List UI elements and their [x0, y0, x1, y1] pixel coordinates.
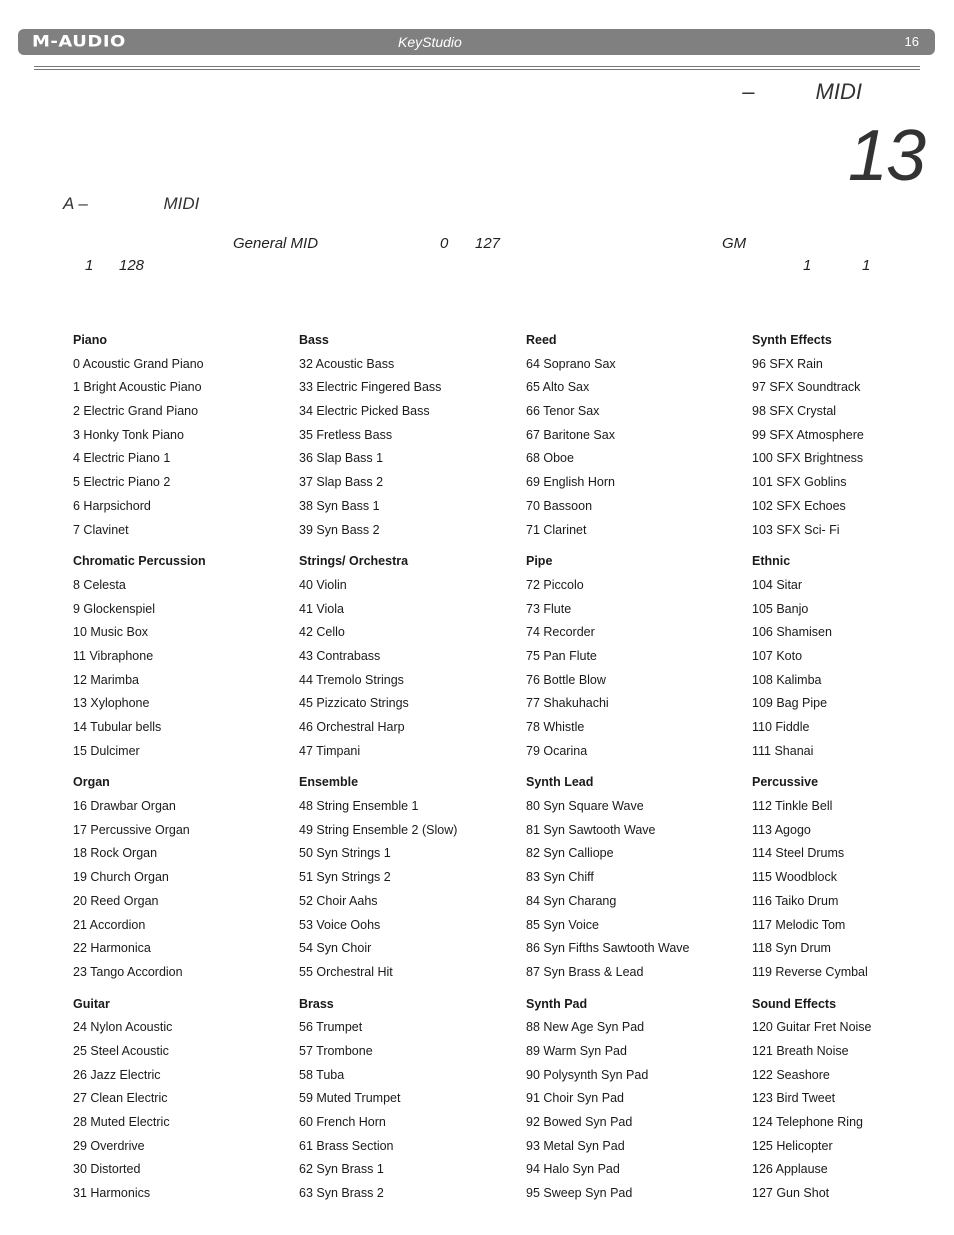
group-heading: Ethnic: [752, 554, 791, 569]
instrument-item: 14 Tubular bells: [73, 720, 162, 734]
header-rule-bottom: [34, 69, 920, 70]
instrument-group: [299, 772, 519, 985]
instrument-item: 10 Music Box: [73, 625, 149, 640]
instrument-column: [73, 330, 293, 1215]
instrument-item: 112 Tinkle Bell: [752, 799, 833, 814]
instrument-item: 102 SFX Echoes: [752, 498, 846, 513]
product-name: KeyStudio: [398, 34, 462, 50]
instrument-item: 48 String Ensemble 1: [299, 799, 419, 814]
instrument-item: 6 Harpsichord: [73, 498, 151, 513]
instrument-item: 75 Pan Flute: [526, 648, 597, 663]
instrument-item: 29 Overdrive: [73, 1138, 145, 1153]
instrument-item: 25 Steel Acoustic: [73, 1043, 169, 1058]
instrument-group: [73, 772, 293, 985]
instrument-item: 26 Jazz Electric: [73, 1067, 161, 1082]
instrument-item: 51 Syn Strings 2: [299, 870, 391, 885]
intro-fragment: General MID: [233, 235, 319, 252]
instrument-item: 7 Clavinet: [73, 522, 129, 537]
instrument-item: 127 Gun Shot: [752, 1186, 830, 1201]
instrument-item: 58 Tuba: [299, 1067, 345, 1082]
instrument-item: 21 Accordion: [73, 917, 146, 932]
instrument-item: 105 Banjo: [752, 601, 809, 616]
instrument-item: 49 String Ensemble 2 (Slow): [299, 822, 458, 837]
instrument-item: 96 SFX Rain: [752, 356, 823, 371]
instrument-item: 72 Piccolo: [526, 577, 584, 592]
instrument-item: 71 Clarinet: [526, 522, 587, 537]
instrument-item: 121 Breath Noise: [752, 1043, 849, 1058]
instrument-item: 9 Glockenspiel: [73, 601, 155, 616]
instrument-item: 90 Polysynth Syn Pad: [526, 1067, 649, 1082]
instrument-group: [73, 994, 293, 1207]
instrument-item: 113 Agogo: [752, 822, 811, 837]
instrument-item: 30 Distorted: [73, 1162, 141, 1177]
instrument-item: 8 Celesta: [73, 577, 126, 592]
instrument-item: 93 Metal Syn Pad: [526, 1138, 625, 1153]
instrument-item: 5 Electric Piano 2: [73, 475, 171, 490]
instrument-item: 54 Syn Choir: [299, 941, 372, 956]
instrument-item: 56 Trumpet: [299, 1020, 363, 1035]
instrument-item: 74 Recorder: [526, 625, 595, 640]
instrument-item: 19 Church Organ: [73, 870, 169, 885]
instrument-group: [526, 994, 746, 1207]
instrument-item: 59 Muted Trumpet: [299, 1091, 401, 1106]
instrument-group: [752, 330, 954, 543]
instrument-item: 117 Melodic Tom: [752, 917, 846, 932]
instrument-item: 23 Tango Accordion: [73, 964, 183, 979]
instrument-group: [526, 772, 746, 985]
instrument-item: 62 Syn Brass 1: [299, 1162, 384, 1177]
instrument-item: 84 Syn Charang: [526, 893, 617, 908]
instrument-item: 47 Timpani: [299, 743, 361, 758]
instrument-group: [73, 551, 293, 764]
group-heading: Chromatic Percussion: [73, 554, 206, 569]
group-heading: Pipe: [526, 554, 553, 569]
group-heading: Reed: [526, 333, 557, 347]
instrument-item: 46 Orchestral Harp: [299, 720, 405, 734]
instrument-item: 2 Electric Grand Piano: [73, 404, 199, 419]
instrument-item: 86 Syn Fifths Sawtooth Wave: [526, 941, 690, 956]
instrument-item: 4 Electric Piano 1: [73, 451, 171, 466]
appendix-title: A – MIDI: [63, 194, 200, 213]
instrument-item: 67 Baritone Sax: [526, 427, 615, 442]
instrument-item: 122 Seashore: [752, 1067, 830, 1082]
instrument-item: 24 Nylon Acoustic: [73, 1020, 173, 1035]
intro-fragment: 128: [119, 257, 145, 274]
instrument-item: 87 Syn Brass & Lead: [526, 964, 644, 979]
group-heading: Bass: [299, 333, 329, 347]
instrument-group: [526, 551, 746, 764]
instrument-item: 36 Slap Bass 1: [299, 451, 384, 466]
instrument-group: [752, 994, 954, 1207]
instrument-group: [299, 994, 519, 1207]
instrument-item: 95 Sweep Syn Pad: [526, 1186, 633, 1201]
instrument-column: [299, 330, 519, 1215]
instrument-item: 1 Bright Acoustic Piano: [73, 380, 202, 395]
instrument-item: 42 Cello: [299, 625, 345, 640]
section-title: – MIDI: [742, 79, 862, 104]
intro-fragment: 1: [803, 257, 812, 274]
instrument-item: 81 Syn Sawtooth Wave: [526, 822, 656, 837]
instrument-item: 35 Fretless Bass: [299, 427, 393, 442]
intro-fragment: 1: [862, 257, 871, 274]
instrument-item: 38 Syn Bass 1: [299, 498, 380, 513]
instrument-item: 107 Koto: [752, 648, 803, 663]
instrument-item: 94 Halo Syn Pad: [526, 1162, 620, 1177]
instrument-item: 37 Slap Bass 2: [299, 475, 384, 490]
instrument-item: 119 Reverse Cymbal: [752, 964, 868, 979]
instrument-item: 83 Syn Chiff: [526, 870, 594, 885]
instrument-item: 97 SFX Soundtrack: [752, 380, 861, 395]
instrument-item: 13 Xylophone: [73, 696, 150, 711]
instrument-item: 68 Oboe: [526, 451, 574, 466]
intro-fragment: 127: [475, 235, 501, 252]
instrument-item: 34 Electric Picked Bass: [299, 404, 430, 419]
group-heading: Synth Lead: [526, 775, 594, 790]
instrument-item: 0 Acoustic Grand Piano: [73, 356, 204, 371]
group-heading: Guitar: [73, 996, 110, 1011]
instrument-item: 15 Dulcimer: [73, 743, 140, 758]
instrument-item: 40 Violin: [299, 577, 347, 592]
header-bar: [18, 29, 935, 55]
instrument-item: 104 Sitar: [752, 577, 803, 592]
instrument-item: 50 Syn Strings 1: [299, 846, 391, 861]
instrument-item: 77 Shakuhachi: [526, 696, 609, 711]
instrument-item: 98 SFX Crystal: [752, 404, 837, 419]
instrument-item: 18 Rock Organ: [73, 846, 158, 861]
instrument-item: 114 Steel Drums: [752, 846, 845, 861]
intro-fragment: 0: [440, 235, 449, 252]
instrument-item: 106 Shamisen: [752, 625, 832, 640]
instrument-group: [299, 330, 519, 543]
group-heading: Synth Effects: [752, 333, 832, 347]
instrument-item: 64 Soprano Sax: [526, 356, 616, 371]
instrument-item: 33 Electric Fingered Bass: [299, 380, 442, 395]
instrument-item: 115 Woodblock: [752, 870, 838, 885]
instrument-column: [752, 330, 954, 1215]
instrument-item: 111 Shanai: [752, 743, 814, 758]
instrument-item: 65 Alto Sax: [526, 380, 590, 395]
instrument-item: 3 Honky Tonk Piano: [73, 427, 184, 442]
instrument-item: 125 Helicopter: [752, 1138, 833, 1153]
instrument-item: 12 Marimba: [73, 672, 139, 687]
instrument-item: 109 Bag Pipe: [752, 696, 828, 711]
instrument-group: [526, 330, 746, 543]
instrument-item: 110 Fiddle: [752, 720, 810, 734]
group-heading: Organ: [73, 775, 110, 790]
instrument-item: 82 Syn Calliope: [526, 846, 614, 861]
instrument-item: 44 Tremolo Strings: [299, 672, 404, 687]
instrument-item: 116 Taiko Drum: [752, 893, 839, 908]
page-number: 16: [904, 34, 919, 49]
instrument-item: 120 Guitar Fret Noise: [752, 1020, 872, 1035]
instrument-item: 69 English Horn: [526, 475, 615, 490]
instrument-item: 20 Reed Organ: [73, 893, 159, 908]
instrument-item: 63 Syn Brass 2: [299, 1186, 384, 1201]
instrument-item: 80 Syn Square Wave: [526, 799, 644, 814]
group-heading: Ensemble: [299, 775, 359, 790]
instrument-item: 43 Contrabass: [299, 648, 381, 663]
brand-logo: M-AUDIO: [32, 32, 126, 51]
instrument-item: 126 Applause: [752, 1162, 828, 1177]
instrument-group: [752, 551, 954, 764]
instrument-item: 101 SFX Goblins: [752, 475, 847, 490]
instrument-column: [526, 330, 746, 1215]
instrument-item: 103 SFX Sci- Fi: [752, 522, 840, 537]
chapter-number: 13: [847, 116, 924, 196]
instrument-group: [752, 772, 954, 985]
instrument-item: 11 Vibraphone: [73, 648, 154, 663]
group-heading: Percussive: [752, 775, 819, 790]
instrument-item: 70 Bassoon: [526, 498, 593, 513]
instrument-item: 16 Drawbar Organ: [73, 799, 176, 814]
instrument-item: 22 Harmonica: [73, 941, 151, 956]
instrument-item: 57 Trombone: [299, 1043, 373, 1058]
instrument-item: 79 Ocarina: [526, 743, 588, 758]
instrument-item: 118 Syn Drum: [752, 941, 831, 956]
instrument-item: 28 Muted Electric: [73, 1115, 170, 1129]
instrument-item: 91 Choir Syn Pad: [526, 1091, 624, 1106]
instrument-group: [299, 551, 519, 764]
instrument-item: 85 Syn Voice: [526, 917, 599, 932]
instrument-item: 53 Voice Oohs: [299, 917, 381, 932]
instrument-item: 55 Orchestral Hit: [299, 964, 393, 979]
header-rule-top: [34, 66, 920, 67]
intro-fragment: 1: [85, 257, 94, 274]
instrument-item: 78 Whistle: [526, 720, 585, 734]
group-heading: Strings/ Orchestra: [299, 554, 409, 569]
group-heading: Synth Pad: [526, 996, 588, 1011]
instrument-item: 73 Flute: [526, 601, 572, 616]
instrument-item: 99 SFX Atmosphere: [752, 427, 864, 442]
instrument-item: 41 Viola: [299, 601, 344, 616]
instrument-item: 61 Brass Section: [299, 1138, 394, 1153]
instrument-item: 27 Clean Electric: [73, 1091, 168, 1106]
instrument-group: [73, 330, 293, 543]
group-heading: Brass: [299, 996, 334, 1011]
instrument-item: 123 Bird Tweet: [752, 1091, 836, 1106]
instrument-item: 108 Kalimba: [752, 672, 822, 687]
instrument-item: 17 Percussive Organ: [73, 822, 190, 837]
instrument-item: 76 Bottle Blow: [526, 672, 606, 687]
instrument-item: 92 Bowed Syn Pad: [526, 1115, 633, 1129]
instrument-item: 31 Harmonics: [73, 1186, 151, 1201]
instrument-item: 66 Tenor Sax: [526, 404, 600, 419]
instrument-item: 45 Pizzicato Strings: [299, 696, 409, 711]
instrument-item: 60 French Horn: [299, 1115, 386, 1129]
intro-fragment: GM: [722, 235, 747, 252]
group-heading: Piano: [73, 333, 108, 347]
instrument-item: 88 New Age Syn Pad: [526, 1020, 645, 1035]
instrument-item: 32 Acoustic Bass: [299, 356, 395, 371]
instrument-item: 39 Syn Bass 2: [299, 522, 380, 537]
group-heading: Sound Effects: [752, 996, 837, 1011]
instrument-item: 89 Warm Syn Pad: [526, 1043, 627, 1058]
instrument-item: 100 SFX Brightness: [752, 451, 864, 466]
instrument-item: 52 Choir Aahs: [299, 893, 378, 908]
instrument-item: 124 Telephone Ring: [752, 1115, 863, 1129]
